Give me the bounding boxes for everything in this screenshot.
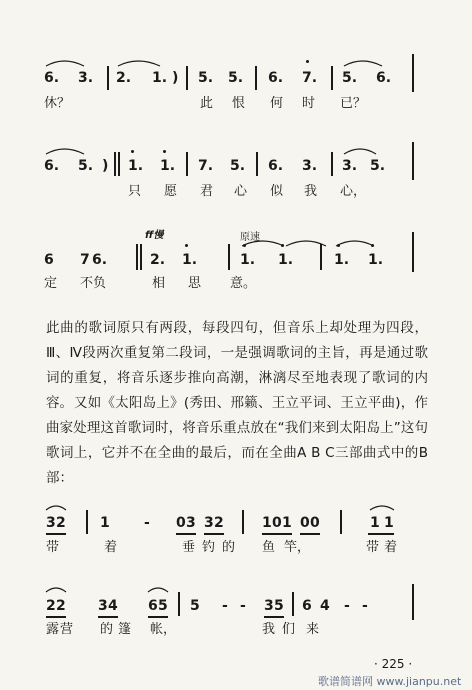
note: 1. <box>152 70 168 86</box>
note: 5 <box>158 598 168 614</box>
note: 5. <box>342 70 358 86</box>
note: 1. <box>182 252 198 268</box>
note: 0 <box>176 515 186 531</box>
note: 3. <box>302 158 318 174</box>
note: 1 <box>100 515 110 531</box>
note: 6 <box>302 598 312 614</box>
lyric: 定 <box>44 276 58 291</box>
lyric: 着 <box>104 540 118 555</box>
lyric: 的 <box>222 540 236 555</box>
note: 2 <box>46 598 56 614</box>
slur <box>344 61 382 66</box>
note: 3. <box>78 70 94 86</box>
lyric: 此 <box>200 96 214 111</box>
lyric: 着 <box>384 540 398 555</box>
lyric: 鱼 <box>262 540 276 555</box>
note: 3 <box>46 515 56 531</box>
body-paragraph: 此曲的歌词原只有两段，每段四句，但音乐上却处理为四段，Ⅲ、Ⅳ段两次重复第二段词，一是强调歌词的主旨，再是通过歌词的重复，将音乐逐步推向高潮，淋漓尽至地表现了歌词的内容。 <box>46 320 428 411</box>
note: 5 <box>274 598 284 614</box>
lyric: 带 <box>46 540 60 555</box>
lyric: 钓 <box>202 540 216 555</box>
lyric: 愿 <box>164 184 178 199</box>
note: 6. <box>44 158 60 174</box>
note: - <box>240 598 246 614</box>
note: 3 <box>204 515 214 531</box>
tie <box>286 241 326 246</box>
slur <box>46 149 84 154</box>
lyric: 休？ <box>44 96 71 111</box>
lyric: 带 <box>366 540 380 555</box>
note: - <box>222 598 228 614</box>
note: 3 <box>186 515 196 531</box>
note: 6. <box>44 70 60 86</box>
lyric: 似 <box>270 184 284 199</box>
note: 6. <box>376 70 392 86</box>
note: 3. <box>342 158 358 174</box>
note: 3 <box>264 598 274 614</box>
note: 1 <box>370 515 380 531</box>
note: 0 <box>272 515 282 531</box>
lyric: 意。 <box>230 276 257 291</box>
slur <box>118 61 160 66</box>
lyric: 营 <box>60 622 74 637</box>
note: 2. <box>116 70 132 86</box>
note: 1 <box>384 515 394 531</box>
note: 1. <box>368 252 384 268</box>
lyric: 我 <box>262 622 276 637</box>
lyric: 思 <box>188 276 202 291</box>
lyric: 恨 <box>232 96 246 111</box>
lyric: 帐， <box>150 622 177 637</box>
lyric: 的 <box>100 622 114 637</box>
note: 4 <box>108 598 118 614</box>
note: 2 <box>56 598 66 614</box>
note: 7. <box>198 158 214 174</box>
note: 6. <box>268 158 284 174</box>
lyric: 不负 <box>80 276 107 291</box>
note: 0 <box>310 515 320 531</box>
lyric: 君 <box>200 184 214 199</box>
slur <box>370 506 394 510</box>
lyric: 们 <box>282 622 296 637</box>
note: 4 <box>320 598 330 614</box>
note: 1. <box>128 158 144 174</box>
lyric: 时 <box>302 96 316 111</box>
note: 1. <box>160 158 176 174</box>
lyric: 已？ <box>340 96 367 111</box>
note: 1 <box>282 515 292 531</box>
tie <box>242 241 284 246</box>
tempo-mark: 原速 <box>240 232 260 243</box>
lyric: 相 <box>152 276 166 291</box>
lyric: 露 <box>46 622 60 637</box>
page-number: · 225 · <box>374 657 413 671</box>
note: - <box>144 515 150 531</box>
note: 1. <box>334 252 350 268</box>
watermark: 歌谱简谱网 www.jianpu.net <box>318 675 462 688</box>
note: 2 <box>56 515 66 531</box>
note: - <box>362 598 368 614</box>
note: 6. <box>92 252 108 268</box>
slur <box>46 506 66 510</box>
note: 2. <box>150 252 166 268</box>
lyric: 何 <box>270 96 284 111</box>
slur <box>148 588 168 592</box>
note: ) <box>172 70 179 86</box>
note: 1. <box>278 252 294 268</box>
lyric: 垂 <box>182 540 196 555</box>
note: 5. <box>370 158 386 174</box>
body-paragraph: 又如《太阳岛上》(秀田、邢籁、王立平词、王立平曲)，作曲家处理这首歌词时，将音乐重点放在“我们来到太阳岛上”这句歌词上，它并不在全曲的最后，而在全曲A B C三部曲式中的B部： <box>46 395 428 486</box>
slur <box>46 61 84 66</box>
note: 2 <box>214 515 224 531</box>
slur <box>46 588 66 592</box>
slur <box>336 241 374 246</box>
note: 6 <box>148 598 158 614</box>
lyric: 我 <box>304 184 318 199</box>
lyric: 心 <box>234 184 248 199</box>
note: 1. <box>240 252 256 268</box>
note: 5. <box>78 158 94 174</box>
note: 7. <box>302 70 318 86</box>
note: 0 <box>300 515 310 531</box>
note: 3 <box>98 598 108 614</box>
note: ) <box>102 158 109 174</box>
lyric: 篷 <box>118 622 132 637</box>
lyric: 只 <box>128 184 142 199</box>
note: - <box>344 598 350 614</box>
note: 5. <box>198 70 214 86</box>
slur <box>344 149 376 154</box>
lyric: 心， <box>340 184 367 199</box>
dynamic-mark: ff慢 <box>145 230 164 241</box>
lyric: 竿， <box>284 540 311 555</box>
note: 1 <box>262 515 272 531</box>
lyric: 来 <box>306 622 320 637</box>
note: 5. <box>228 70 244 86</box>
note: 6. <box>268 70 284 86</box>
note: 7 <box>80 252 90 268</box>
note: 5 <box>190 598 200 614</box>
note: 6 <box>44 252 54 268</box>
note: 5. <box>230 158 246 174</box>
